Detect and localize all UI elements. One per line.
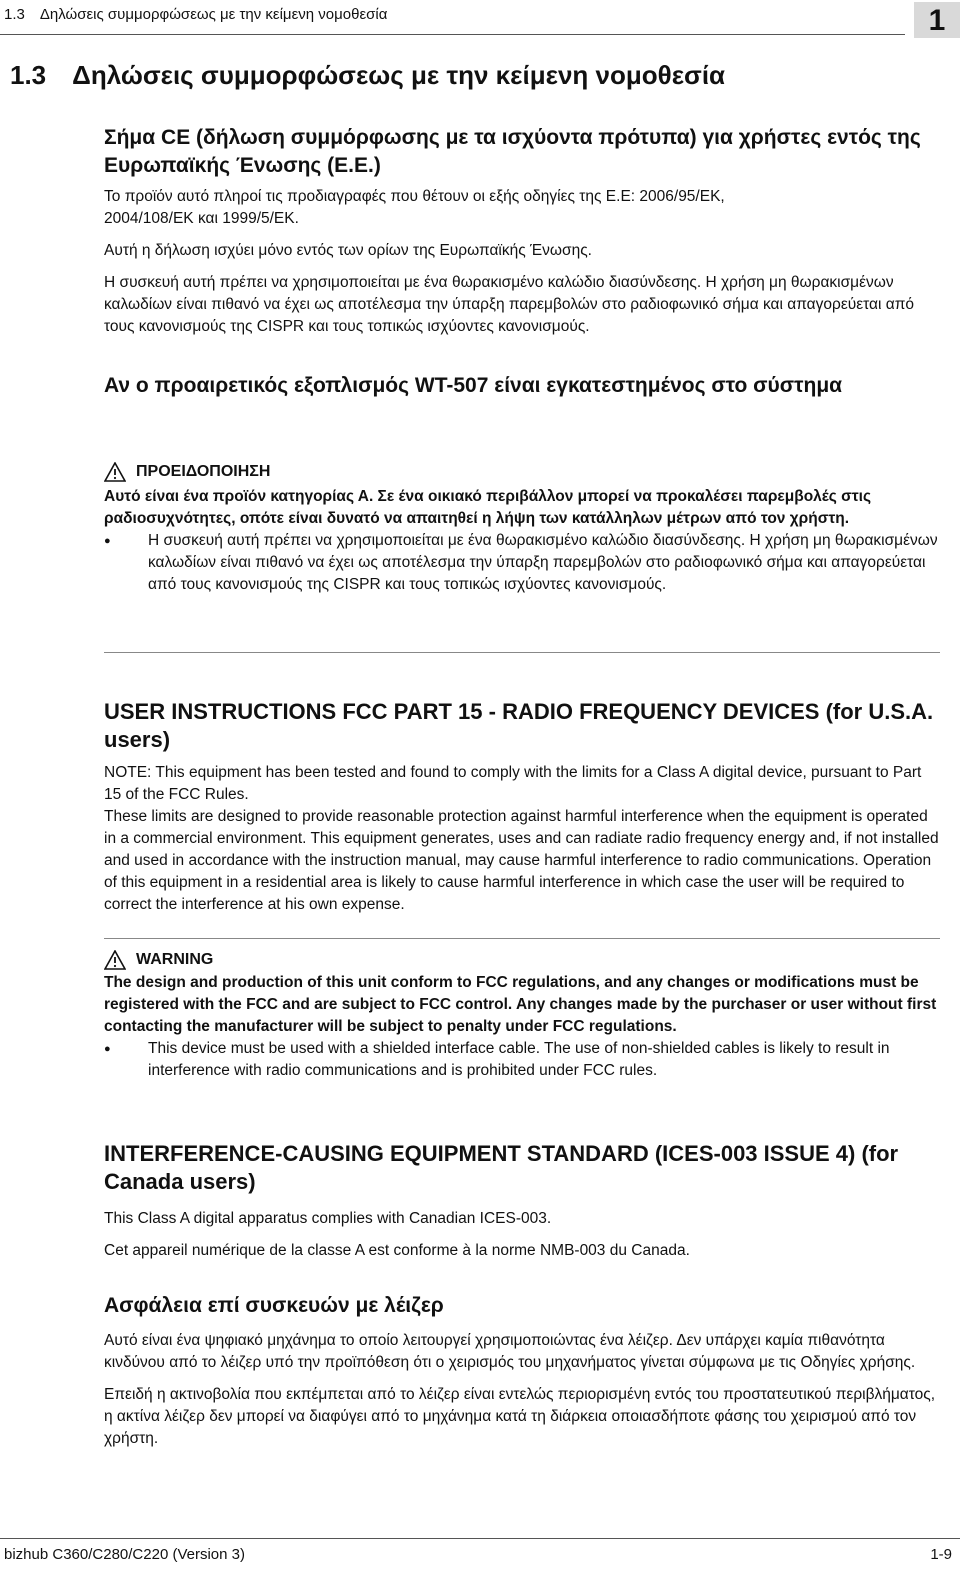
laser-paragraph-2: Επειδή η ακτινοβολία που εκπέμπεται από το λέιζερ είναι εντελώς περιορισμένη εντός του προστατευτικού περιβλήματος, η ακτίνα λέιζερ δεν μπορεί να διαφύγει από το μηχάνημα κατά τη διάρκεια οποιασδήποτε φάσης του χειρισμού από τον χρήστη. — [104, 1386, 936, 1447]
footer-page-number: 1-9 — [930, 1546, 952, 1563]
ce-section — [104, 124, 940, 180]
wt507-warning — [104, 462, 940, 596]
fcc-warning — [104, 950, 940, 1082]
fcc-heading: USER INSTRUCTIONS FCC PART 15 - RADIO FREQUENCY DEVICES (for U.S.A. users) — [104, 699, 934, 752]
warning-bullet: ● Η συσκευή αυτή πρέπει να χρησιμοποιείται με ένα θωρακισμένο καλώδιο διασύνδεσης. Η χρήση μη θωρακισμένων καλωδίων είναι πιθανό να έχει ως αποτέλεσμα την ύπαρξη παρεμβολών στο ραδιοφωνικό σήμα και απαγορεύεται από τους κανονισμούς της CISPR και τους τοπικώς ισχύοντες κανονισμούς. — [104, 530, 940, 596]
ce-paragraph-2-wrap — [104, 240, 940, 262]
warning-title: ΠΡΟΕΙΔΟΠΟΙΗΣΗ — [136, 463, 271, 480]
wt507-heading: Αν ο προαιρετικός εξοπλισμός WT-507 είναι εγκατεστημένος στο σύστημα — [104, 374, 843, 397]
ices-paragraph-2: Cet appareil numérique de la classe A est conforme à la norme NMB-003 du Canada. — [104, 1242, 690, 1259]
laser-heading: Ασφάλεια επί συσκευών με λέιζερ — [104, 1294, 444, 1317]
wt507-heading-wrap — [104, 372, 940, 400]
ices-paragraph-1: This Class A digital apparatus complies with Canadian ICES-003. — [104, 1210, 552, 1227]
section-heading: 1.3 Δηλώσεις συμμορφώσεως με την κείμενη νομοθεσία — [10, 60, 726, 90]
header-rule — [0, 34, 905, 35]
ce-paragraph-3-wrap — [104, 272, 940, 338]
fcc-warning-title-row — [104, 950, 940, 970]
chapter-tab: 1 — [914, 2, 960, 38]
section-divider — [104, 652, 940, 653]
warning-triangle-icon — [104, 950, 126, 970]
fcc-divider — [104, 938, 940, 939]
footer-product: bizhub C360/C280/C220 (Version 3) — [4, 1546, 245, 1563]
ce-paragraph-3: Η συσκευή αυτή πρέπει να χρησιμοποιείται με ένα θωρακισμένο καλώδιο διασύνδεσης. Η χρήση μη θωρακισμένων καλωδίων είναι πιθανό να έχει ως αποτέλεσμα την ύπαρξη παρεμβολών στο ραδιοφωνικό σήμα και απαγορεύεται από τους κανονισμούς της CISPR και τους τοπικώς ισχύοντες κανονισμούς. — [104, 274, 915, 335]
laser-paragraph-1: Αυτό είναι ένα ψηφιακό μηχάνημα το οποίο λειτουργεί χρησιμοποιώντας ένα λέιζερ. Δεν υπάρχει καμία πιθανότητα κινδύνου από το λέιζερ υπό την προϊπόθεση ότι ο χειρισμός του μηχανήματος γίνεται σύμφωνα με τις Οδηγίες χρήσης. — [104, 1332, 916, 1371]
fcc-warning-text: The design and production of this unit conform to FCC regulations, and any changes or modifications must be registered with the FCC and are subject to FCC control. Any changes made by the purchaser or user without first contacting the manufacturer will be subject to penalty under FCC regulations. — [104, 974, 937, 1035]
footer-rule — [0, 1538, 960, 1539]
warning-title-row — [104, 462, 940, 482]
ices-heading: INTERFERENCE-CAUSING EQUIPMENT STANDARD (ICES-003 ISSUE 4) (for Canada users) — [104, 1141, 899, 1194]
warning-triangle-icon — [104, 462, 126, 482]
warning-text: Αυτό είναι ένα προϊόν κατηγορίας Α. Σε ένα οικιακό περιβάλλον μπορεί να προκαλέσει παρεμβολές στις ραδιοσυχνότητες, οπότε είναι δυνατό να απαιτηθεί η λήψη των κατάλληλων μέτρων από τον χρήστη. — [104, 488, 872, 527]
ce-paragraph-1-wrap — [104, 186, 940, 230]
running-header — [0, 0, 960, 36]
fcc-warning-title: WARNING — [136, 951, 214, 968]
running-title: 1.3 Δηλώσεις συμμορφώσεως με την κείμενη νομοθεσία — [4, 6, 388, 23]
ce-heading: Σήμα CE (δήλωση συμμόρφωσης με τα ισχύοντα πρότυπα) για χρήστες εντός της Ευρωπαϊκής Ένωσης (Ε.Ε.) — [104, 126, 921, 177]
fcc-paragraph-1: NOTE: This equipment has been tested and found to comply with the limits for a Class A digital device, pursuant to Part 15 of the FCC Rules. — [104, 764, 922, 803]
fcc-warning-bullet: ● This device must be used with a shielded interface cable. The use of non-shielded cables is likely to result in interference with radio communications and is prohibited under FCC rules. — [104, 1038, 940, 1082]
laser-section — [104, 1292, 940, 1450]
ices-section — [104, 1140, 940, 1262]
ce-paragraph-2: Αυτή η δήλωση ισχύει μόνο εντός των ορίων της Ευρωπαϊκής Ένωσης. — [104, 242, 592, 259]
ce-paragraph-1: Το προϊόν αυτό πληροί τις προδιαγραφές που θέτουν οι εξής οδηγίες της Ε.Ε: 2006/95/ΕΚ, 2004/108/ΕΚ και 1999/5/ΕΚ. — [104, 188, 725, 227]
fcc-paragraph-2: These limits are designed to provide reasonable protection against harmful interference when the equipment is operated in a commercial environment. This equipment generates, uses and can radiate radio frequency energy and, if not installed and used in accordance with the instruction manual, may cause harmful interference to radio communications. Operation of this equipment in a residential area is likely to cause harmful interference in which case the user will be required to correct the interference at his own expense. — [104, 808, 939, 913]
fcc-section — [104, 698, 940, 916]
